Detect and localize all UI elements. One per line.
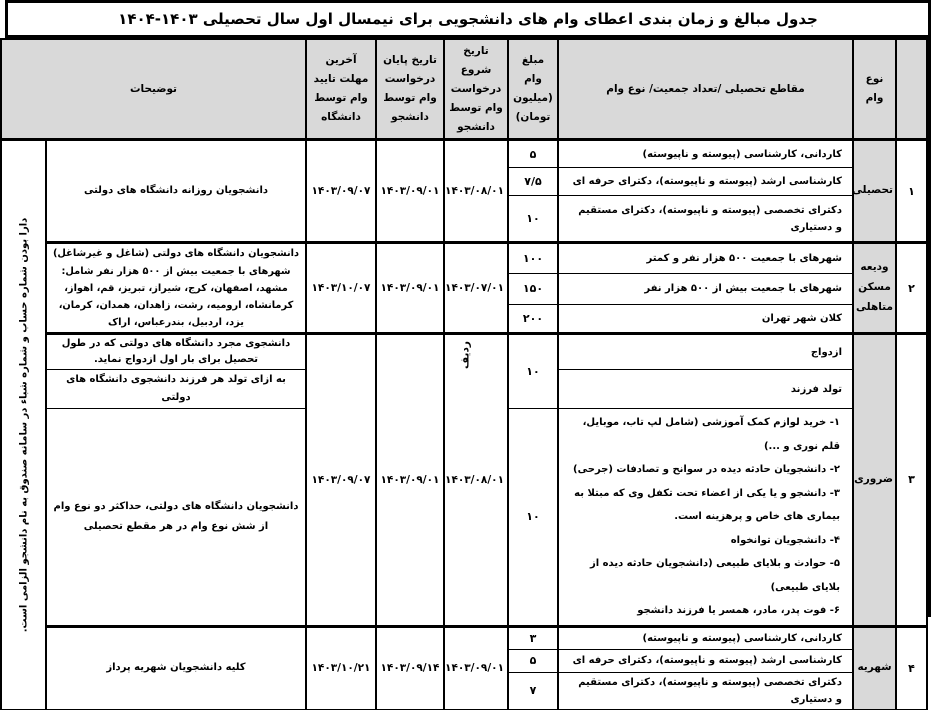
level-cell: دکترای تخصصی (پیوسته و ناپیوسته)، دکترای مستقیم و دستیاری — [558, 196, 853, 243]
note-cell: دانشجویان دانشگاه های دولتی (شاغل و غیرشاغل) شهرهای با جمعیت بیش از ۵۰۰ هزار نفر شامل: مشهد، اصفهان، کرج، شیراز، تبریز، قم، اهواز، کرمانشاه، ارومیه، رشت، زاهدان، همدان، کرمان، یزد، اردبیل، بندرعباس، اراک — [46, 243, 306, 334]
level-cell: کاردانی، کارشناسی (پیوسته و ناپیوسته) — [558, 140, 853, 168]
note-cell: به ازای تولد هر فرزند دانشجوی دانشگاه های دولتی — [46, 370, 306, 409]
level-cell: کلان شهر تهران — [558, 304, 853, 333]
loan-schedule-table — [5, 0, 931, 705]
deadline-cell: ۱۴۰۳/۱۰/۰۷ — [306, 243, 376, 334]
start-date-cell: ۱۴۰۳/۰۸/۰۱ — [444, 140, 508, 243]
amount-cell: ۱۰ — [508, 334, 558, 409]
loan-type-cell: ضروری — [853, 334, 896, 627]
level-cell: کارشناسی ارشد (پیوسته و ناپیوسته)، دکترای حرفه ای — [558, 168, 853, 196]
row-number-label: ردیف — [459, 341, 472, 369]
amount-cell: ۲۰۰ — [508, 304, 558, 333]
note-cell: کلیه دانشجویان شهریه پرداز — [46, 626, 306, 709]
deadline-cell: ۱۴۰۳/۰۹/۰۷ — [306, 334, 376, 627]
header-row — [1, 39, 927, 140]
level-cell: شهرهای با جمعیت بیش از ۵۰۰ هزار نفر — [558, 274, 853, 305]
amount-cell: ۵ — [508, 649, 558, 672]
note-cell: دانشجویان دانشگاه های دولتی، حداکثر دو نوع وام از شش نوع وام در هر مقطع تحصیلی — [46, 409, 306, 627]
note-cell: دانشجویان روزانه دانشگاه های دولتی — [46, 140, 306, 243]
side-note-text: دارا بودن شماره حساب و شماره شباء در سامانه صندوق به نام دانشجو الزامی است. — [18, 217, 29, 633]
table-row — [1, 626, 927, 649]
row-number-cell: ۳ — [896, 334, 927, 627]
amount-cell: ۷/۵ — [508, 168, 558, 196]
start-date-cell: ۱۴۰۳/۰۷/۰۱ — [444, 243, 508, 334]
amount-cell: ۳ — [508, 626, 558, 649]
deadline-cell: ۱۴۰۳/۱۰/۲۱ — [306, 626, 376, 709]
level-cell: دکترای تخصصی (پیوسته و ناپیوسته)، دکترای مستقیم و دستیاری — [558, 672, 853, 709]
col-header-approve-deadline: آخرین مهلت تایید وام توسط دانشگاه — [306, 39, 376, 140]
end-date-cell: ۱۴۰۳/۰۹/۱۴ — [376, 626, 444, 709]
col-header-amount: مبلغ وام (میلیون تومان) — [508, 39, 558, 140]
col-header-level: مقاطع تحصیلی /تعداد جمعیت/ نوع وام — [558, 39, 853, 140]
row-number-cell: ۴ — [896, 626, 927, 709]
row-number-cell: ۱ — [896, 140, 927, 243]
table-row — [1, 243, 927, 274]
loan-type-cell: شهریه — [853, 626, 896, 709]
loan-type-cell: تحصیلی — [853, 140, 896, 243]
necessary-loan-item: ۵- حوادث و بلایای طبیعی (دانشجویان حادثه دیده از بلایای طبیعی) — [589, 558, 840, 593]
necessary-loan-item: ۶- فوت پدر، مادر، همسر یا فرزند دانشجو — [637, 605, 840, 617]
start-date-cell: ۱۴۰۳/۰۸/۰۱ — [444, 334, 508, 627]
row-number-cell: ۲ — [896, 243, 927, 334]
note-cell: دانشجوی مجرد دانشگاه های دولتی که در طول تحصیل برای بار اول ازدواج نماید. — [46, 334, 306, 370]
col-header-notes: توضیحات — [1, 39, 306, 140]
level-cell: شهرهای با جمعیت ۵۰۰ هزار نفر و کمتر — [558, 243, 853, 274]
deadline-cell: ۱۴۰۳/۰۹/۰۷ — [306, 140, 376, 243]
level-cell: کاردانی، کارشناسی (پیوسته و ناپیوسته) — [558, 626, 853, 649]
loan-table — [0, 38, 928, 710]
necessary-loan-item: ۱- خرید لوازم کمک آموزشی (شامل لپ تاب، موبایل، قلم نوری و ...) — [582, 417, 840, 452]
table-title: جدول مبالغ و زمان بندی اعطای وام های دانشجویی برای نیمسال اول سال تحصیلی ۱۴۰۳-۱۴۰۴ — [8, 3, 928, 38]
end-date-cell: ۱۴۰۳/۰۹/۰۱ — [376, 334, 444, 627]
necessary-loan-item: ۴- دانشجویان توانخواه — [730, 534, 840, 546]
necessary-loan-item: ۳- دانشجو و یا یکی از اعضاء تحت تکفل وی که مبتلا به بیماری های خاص و پرهزینه است. — [574, 487, 840, 523]
amount-cell: ۱۵۰ — [508, 274, 558, 305]
level-cell: کارشناسی ارشد (پیوسته و ناپیوسته)، دکترای حرفه ای — [558, 649, 853, 672]
col-header-loan-type: نوع وام — [853, 39, 896, 140]
col-header-end-date: تاریخ پایان درخواست وام توسط دانشجو — [376, 39, 444, 140]
amount-cell: ۷ — [508, 672, 558, 709]
side-note-cell — [1, 140, 46, 709]
end-date-cell: ۱۴۰۳/۰۹/۰۱ — [376, 140, 444, 243]
amount-cell: ۱۰ — [508, 196, 558, 243]
col-header-start-date: تاریخ شروع درخواست وام توسط دانشجو — [444, 39, 508, 140]
start-date-cell: ۱۴۰۳/۰۹/۰۱ — [444, 626, 508, 709]
amount-cell: ۵ — [508, 140, 558, 168]
amount-cell: ۱۰ — [508, 409, 558, 627]
level-cell: ازدواج — [558, 334, 853, 370]
amount-cell: ۱۰۰ — [508, 243, 558, 274]
necessary-loan-item: ۲- دانشجویان حادثه دیده در سوانح و تصادفات (جرحی) — [573, 464, 840, 476]
end-date-cell: ۱۴۰۳/۰۹/۰۱ — [376, 243, 444, 334]
level-cell: تولد فرزند — [558, 370, 853, 409]
loan-type-cell: ودیعه مسکن متاهلی — [853, 243, 896, 334]
level-cell — [558, 409, 853, 627]
table-row — [1, 140, 927, 168]
